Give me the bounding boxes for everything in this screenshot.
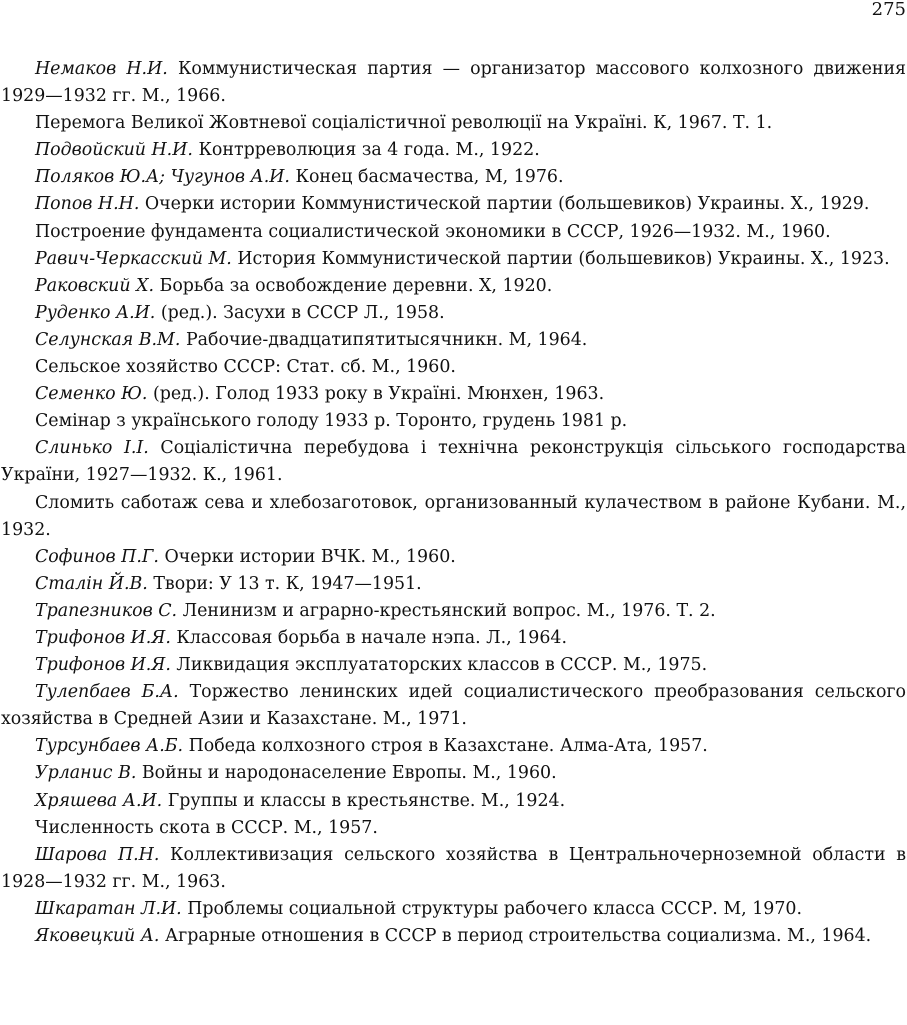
bibliography-entry xyxy=(1,56,906,110)
entry-text: (ред.). Голод 1933 року в Україні. Мюнхен, 1963. xyxy=(152,384,605,405)
entry-author: Урланис В. xyxy=(35,763,137,784)
entry-author: Поляков Ю.А; Чугунов А.И. xyxy=(35,167,290,188)
entry-author: Трапезников С. xyxy=(35,600,178,621)
bibliography-entry xyxy=(1,760,906,787)
bibliography-entry xyxy=(1,923,906,950)
entry-text: Очерки истории Коммунистической партии (большевиков) Украины. Х., 1929. xyxy=(144,194,870,215)
entry-author: Сталін Й.В. xyxy=(35,573,148,594)
bibliography-entry xyxy=(1,652,906,679)
entry-text: Построение фундамента социалистической экономики в СССР, 1926—1932. М., 1960. xyxy=(35,221,831,242)
bibliography-entry xyxy=(1,273,906,300)
entry-text: Очерки истории ВЧК. М., 1960. xyxy=(164,546,456,567)
entry-author: Софинов П.Г. xyxy=(35,546,159,567)
bibliography-entry xyxy=(1,788,906,815)
entry-author: Слинько I.I. xyxy=(35,438,149,459)
entry-author: Турсунбаев А.Б. xyxy=(35,736,184,757)
entry-author: Подвойский Н.И. xyxy=(35,140,193,161)
entry-text: Сельское хозяйство СССР: Стат. сб. М., 1960. xyxy=(35,357,456,378)
entry-author: Раковский X. xyxy=(35,275,155,296)
entry-text: Конец басмачества, М, 1976. xyxy=(295,167,564,188)
entry-author: Тулепбаев Б.А. xyxy=(35,682,179,703)
entry-author: Попов Н.Н. xyxy=(35,194,140,215)
entry-author: Немаков Н.И. xyxy=(35,59,168,79)
entry-text: Семінар з українського голоду 1933 р. Торонто, грудень 1981 р. xyxy=(35,411,628,432)
bibliography-entry xyxy=(1,219,906,246)
bibliography-entry xyxy=(1,896,906,923)
entry-text: Проблемы социальной структуры рабочего класса СССР. М, 1970. xyxy=(187,898,803,919)
entry-text: Победа колхозного строя в Казахстане. Алма-Ата, 1957. xyxy=(188,736,708,757)
bibliography-entry xyxy=(1,679,906,733)
bibliography-entry xyxy=(1,110,906,137)
entry-text: Аграрные отношения в СССР в период строительства социализма. М., 1964. xyxy=(165,926,872,946)
bibliography-entry xyxy=(1,842,906,896)
entry-text: Войны и народонаселение Европы. М., 1960. xyxy=(141,763,557,784)
entry-text: Твори: У 13 т. К, 1947—1951. xyxy=(153,573,422,594)
bibliography-entry xyxy=(1,327,906,354)
bibliography-entry xyxy=(1,408,906,435)
bibliography-entry xyxy=(1,490,906,544)
bibliography-entry xyxy=(1,381,906,408)
entry-text: История Коммунистической партии (большевиков) Украины. Х., 1923. xyxy=(237,248,890,269)
bibliography-entry xyxy=(1,571,906,598)
entry-text: Соціалістична перебудова і технічна реконструкція сільського господарства України, 1927—1932. К., 1961. xyxy=(1,438,906,486)
entry-author: Яковецкий А. xyxy=(35,926,160,946)
bibliography-entry xyxy=(1,246,906,273)
bibliography-entry xyxy=(1,137,906,164)
bibliography-entry xyxy=(1,354,906,381)
entry-author: Шкаратан Л.И. xyxy=(35,898,182,919)
bibliography-entry xyxy=(1,625,906,652)
entry-text: Перемога Великої Жовтневої соціалістичної революції на Україні. К, 1967. Т. 1. xyxy=(35,113,773,134)
entry-text: Ликвидация эксплуататорских классов в СССР. М., 1975. xyxy=(176,655,708,676)
entry-text: Численность скота в СССР. М., 1957. xyxy=(35,817,378,838)
entry-author: Равич-Черкасский М. xyxy=(35,248,232,269)
bibliography-entry xyxy=(1,191,906,218)
bibliography-entry xyxy=(1,598,906,625)
bibliography-entry xyxy=(1,164,906,191)
entry-author: Селунская В.М. xyxy=(35,329,181,350)
entry-text: Контрреволюция за 4 года. М., 1922. xyxy=(198,140,540,161)
entry-author: Шарова П.Н. xyxy=(35,844,160,865)
entry-author: Семенко Ю. xyxy=(35,384,148,405)
entry-author: Трифонов И.Я. xyxy=(35,627,171,648)
entry-text: Коммунистическая партия — организатор массового колхозного движения 1929—1932 гг. М., 1966. xyxy=(1,59,907,107)
entry-text: Сломить саботаж сева и хлебозаготовок, организованный кулачеством в районе Кубани. М., 1932. xyxy=(1,492,906,540)
entry-text: Классовая борьба в начале нэпа. Л., 1964. xyxy=(176,627,568,648)
entry-text: Коллективизация сельского хозяйства в Центральночерноземной области в 1928—1932 гг. М., 1963. xyxy=(1,844,906,892)
entry-text: (ред.). Засухи в СССР Л., 1958. xyxy=(160,302,445,323)
entry-author: Руденко А.И. xyxy=(35,302,156,323)
entry-author: Трифонов И.Я. xyxy=(35,655,171,676)
entry-text: Ленинизм и аграрно-крестьянский вопрос. М., 1976. Т. 2. xyxy=(182,600,716,621)
entry-author: Хряшева А.И. xyxy=(35,790,163,811)
bibliography-entry xyxy=(1,544,906,571)
entry-text: Рабочие-двадцатипятитысячникн. М, 1964. xyxy=(185,329,588,350)
bibliography-entry xyxy=(1,815,906,842)
bibliography-entry xyxy=(1,435,906,489)
entry-text: Торжество ленинских идей социалистического преобразования сельского хозяйства в Средней Азии и Казахстане. М., 1971. xyxy=(1,682,907,730)
bibliography-entry xyxy=(1,300,906,327)
page-number: 275 xyxy=(871,0,906,20)
bibliography-list xyxy=(1,56,906,950)
bibliography-entry xyxy=(1,733,906,760)
entry-text: Борьба за освобождение деревни. X, 1920. xyxy=(159,275,553,296)
entry-text: Группы и классы в крестьянстве. М., 1924. xyxy=(167,790,566,811)
